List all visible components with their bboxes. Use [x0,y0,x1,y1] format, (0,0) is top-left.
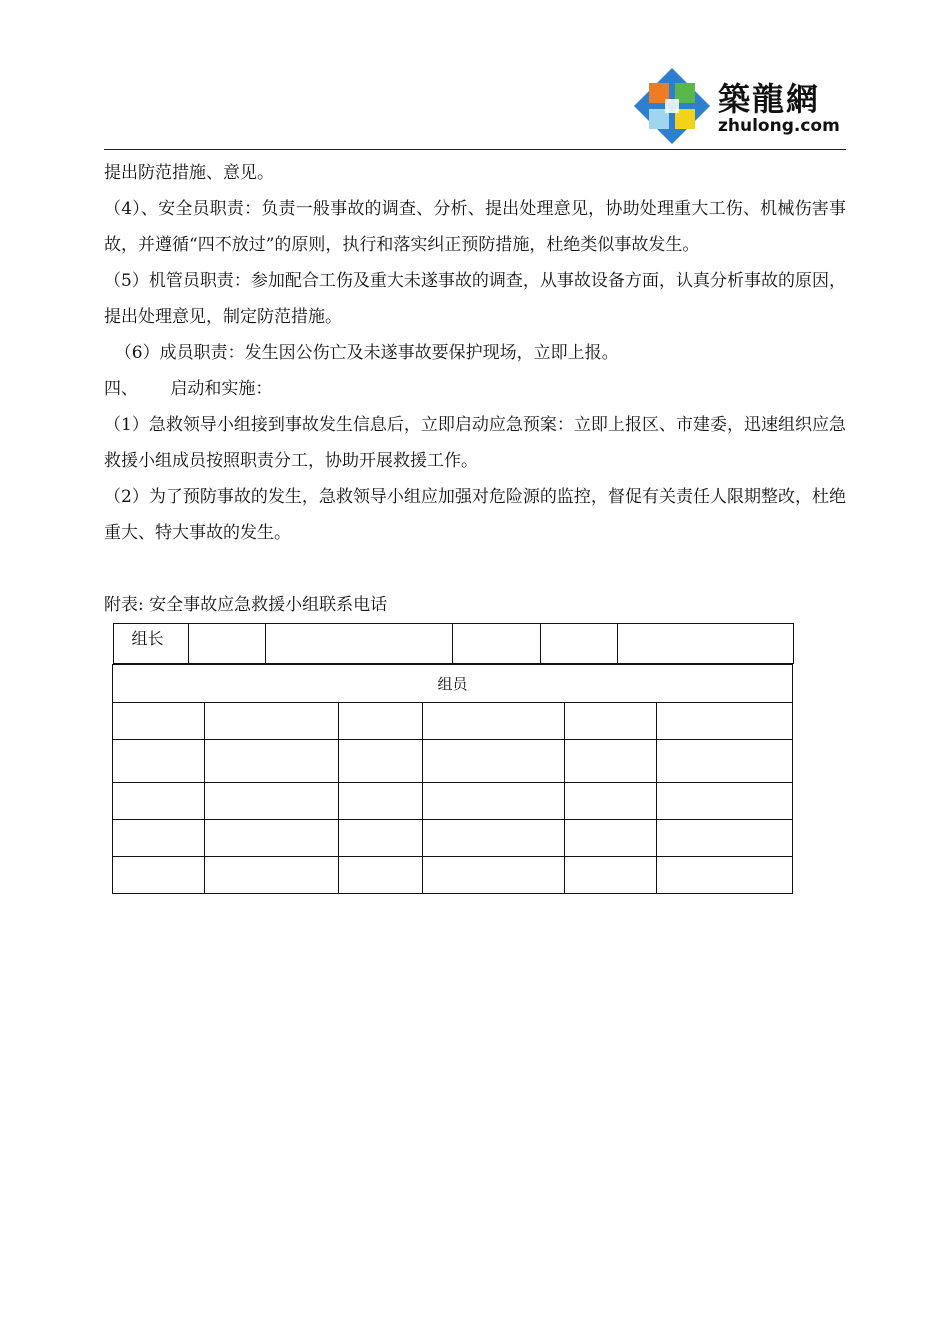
members-label: 组员 [113,665,793,703]
member-cell[interactable] [565,703,657,740]
zhulong-logo-mark-icon [632,66,712,146]
member-cell[interactable] [565,820,657,857]
paragraph-startup-1: （1）急救领导小组接到事故发生信息后，立即启动应急预案：立即上报区、市建委，迅速组织应急救援小组成员按照职责分工，协助开展救援工作。 [104,415,846,471]
section-heading-startup: 四、 启动和实施： [104,379,273,399]
member-cell[interactable] [657,820,793,857]
member-cell[interactable] [113,703,205,740]
zhulong-logo [632,66,846,146]
member-cell[interactable] [205,703,339,740]
member-row [113,703,793,740]
member-cell[interactable] [205,857,339,894]
member-cell[interactable] [657,703,793,740]
member-cell[interactable] [565,857,657,894]
members-header-row [113,665,793,703]
leader-row [113,623,793,665]
member-cell[interactable] [339,857,423,894]
paragraph-safety-officer: （4）、安全员职责：负责一般事故的调查、分析、提出处理意见，协助处理重大工伤、机械伤害事故，并遵循“四不放过”的原则，执行和落实纠正预防措施，杜绝类似事故发生。 [104,199,846,255]
member-cell[interactable] [339,783,423,820]
contact-table [112,623,793,894]
header-divider [104,149,846,150]
leader-cell[interactable] [540,624,617,664]
member-cell[interactable] [205,783,339,820]
attachment-title: 附表: 安全事故应急救援小组联系电话 [104,595,388,615]
member-row [113,857,793,894]
leader-label: 组长 [113,624,188,664]
leader-cell[interactable] [188,624,265,664]
member-cell[interactable] [205,740,339,783]
member-cell[interactable] [565,740,657,783]
member-cell[interactable] [205,820,339,857]
member-cell[interactable] [339,820,423,857]
paragraph-startup-2: （2）为了预防事故的发生，急救领导小组应加强对危险源的监控，督促有关责任人限期整改，杜绝重大、特大事故的发生。 [104,487,846,543]
paragraph-member-duty: （6）成员职责：发生因公伤亡及未遂事故要保护现场，立即上报。 [104,343,619,363]
document-body [104,155,846,623]
member-cell[interactable] [339,740,423,783]
member-cell[interactable] [113,820,205,857]
member-row [113,783,793,820]
member-cell[interactable] [423,740,565,783]
logo-chinese-name: 築龍網 [718,80,821,118]
member-row [113,740,793,783]
member-row [113,820,793,857]
logo-domain: zhulong.com [718,116,840,136]
member-cell[interactable] [423,783,565,820]
member-cell[interactable] [113,857,205,894]
member-cell[interactable] [657,740,793,783]
member-cell[interactable] [339,703,423,740]
member-cell[interactable] [657,857,793,894]
paragraph-continuation: 提出防范措施、意见。 [104,163,274,183]
member-cell[interactable] [657,783,793,820]
member-cell[interactable] [423,820,565,857]
member-cell[interactable] [423,857,565,894]
paragraph-equipment-manager: （5）机管员职责：参加配合工伤及重大未遂事故的调查，从事故设备方面，认真分析事故的原因，提出处理意见，制定防范措施。 [104,271,846,327]
leader-cell[interactable] [265,624,452,664]
member-cell[interactable] [565,783,657,820]
leader-cell[interactable] [617,624,793,664]
leader-cell[interactable] [452,624,540,664]
member-cell[interactable] [113,740,205,783]
member-cell[interactable] [113,783,205,820]
member-cell[interactable] [423,703,565,740]
